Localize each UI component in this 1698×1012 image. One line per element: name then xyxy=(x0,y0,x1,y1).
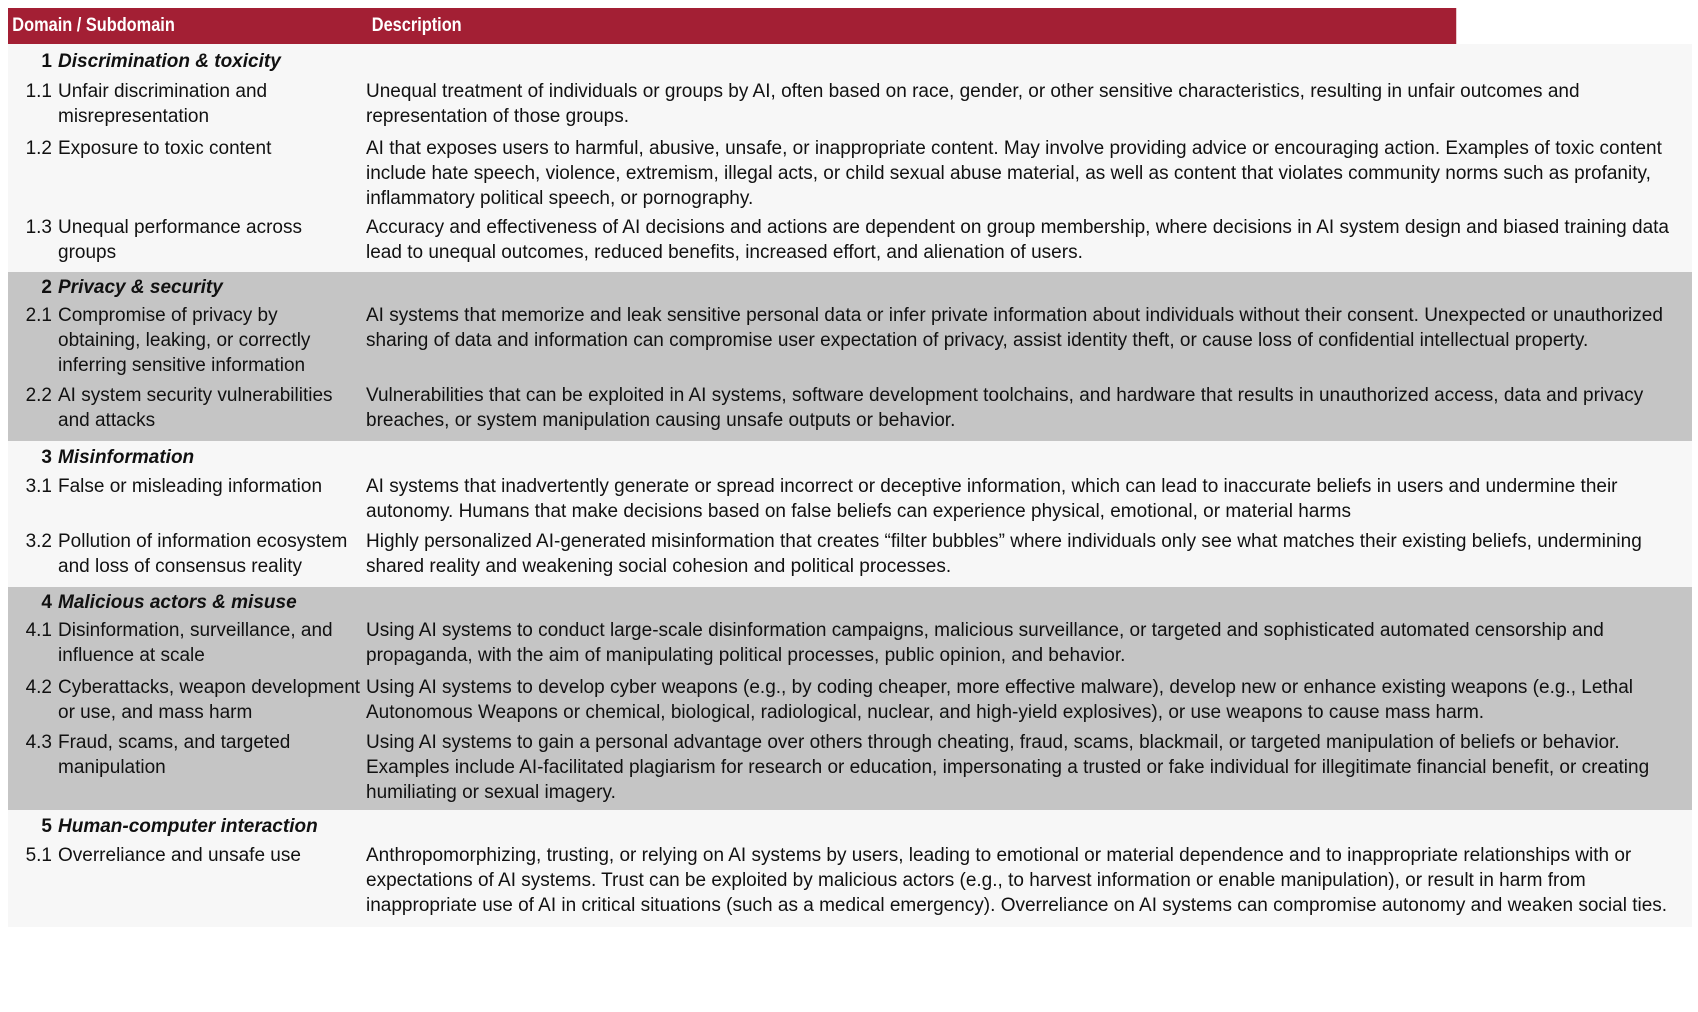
risk-taxonomy-table xyxy=(8,8,1692,927)
subdomain-row xyxy=(8,529,1692,587)
subdomain-name: AI system security vulnerabilities and attacks xyxy=(58,385,333,431)
subdomain-row xyxy=(8,79,1692,136)
subdomain-name: Exposure to toxic content xyxy=(58,138,272,159)
header-description: Description xyxy=(371,15,462,36)
subdomain-row xyxy=(8,303,1692,383)
subdomain-name: Overreliance and unsafe use xyxy=(58,845,301,866)
subdomain-description: Using AI systems to gain a personal advantage over others through cheating, fraud, scams, blackmail, or targeted manipulation of beliefs or behavior. Examples include AI-facilitated plagiarism for research or education, impersonating a trusted or fake individual for illegitimate financial benefit, or creating humiliating or sexual imagery. xyxy=(366,732,1650,803)
subdomain-row xyxy=(8,730,1692,810)
subdomain-description: Using AI systems to conduct large-scale disinformation campaigns, malicious surveillance, or targeted and sophisticated automated censorship and propaganda, with the aim of manipulating political processes, public opinion, and behavior. xyxy=(366,620,1604,666)
domain-section xyxy=(8,44,1692,272)
subdomain-number: 5.1 xyxy=(25,845,52,866)
subdomain-description: Accuracy and effectiveness of AI decisions and actions are dependent on group membership, where decisions in AI system design and biased training data lead to unequal outcomes, reduced benefits, increased effort, and alienation of users. xyxy=(366,217,1669,263)
subdomain-row xyxy=(8,474,1692,529)
subdomain-number: 1.3 xyxy=(25,217,52,238)
domain-row xyxy=(8,810,1692,843)
domain-number: 5 xyxy=(41,815,52,837)
subdomain-number: 2.1 xyxy=(25,305,52,326)
subdomain-row xyxy=(8,215,1692,272)
subdomain-number: 2.2 xyxy=(25,385,52,406)
subdomain-row xyxy=(8,383,1692,441)
header-domain-subdomain: Domain / Subdomain xyxy=(12,15,175,36)
subdomain-row xyxy=(8,136,1692,215)
subdomain-description: Using AI systems to develop cyber weapons (e.g., by coding cheaper, more effective malware), develop new or enhance existing weapons (e.g., Lethal Autonomous Weapons or chemical, biological, radiological, nuclear, and high-yield explosives), or use weapons to cause mass harm. xyxy=(366,677,1634,723)
subdomain-description: AI that exposes users to harmful, abusive, unsafe, or inappropriate content. May involve providing advice or encouraging action. Examples of toxic content include hate speech, violence, extremism, illegal acts, or child sexual abuse material, as well as content that violates community norms such as profanity, inflammatory political speech, or pornography. xyxy=(366,138,1662,209)
subdomain-number: 3.2 xyxy=(25,531,52,552)
subdomain-number: 1.1 xyxy=(25,81,52,102)
subdomain-row xyxy=(8,618,1692,675)
subdomain-name: Fraud, scams, and targeted manipulation xyxy=(58,732,291,778)
subdomain-row xyxy=(8,675,1692,730)
domain-row xyxy=(8,441,1692,474)
domain-number: 1 xyxy=(41,50,52,72)
subdomain-name: Unfair discrimination and misrepresentation xyxy=(58,81,268,127)
subdomain-name: Pollution of information ecosystem and loss of consensus reality xyxy=(58,531,348,577)
domain-row xyxy=(8,272,1692,303)
domain-number: 3 xyxy=(41,446,52,468)
subdomain-number: 4.1 xyxy=(25,620,52,641)
subdomain-row xyxy=(8,843,1692,927)
domain-section xyxy=(8,810,1692,927)
domain-row xyxy=(8,44,1692,79)
domain-title: Misinformation xyxy=(58,446,195,468)
domain-title: Privacy & security xyxy=(58,276,223,298)
table-body xyxy=(8,44,1692,927)
subdomain-number: 1.2 xyxy=(25,138,52,159)
subdomain-description: Anthropomorphizing, trusting, or relying on AI systems by users, leading to emotional or material dependence and to inappropriate relationships with or expectations of AI systems. Trust can be exploited by malicious actors (e.g., to harvest information or enable manipulation), or result in harm from inappropriate use of AI in critical situations (such as a medical emergency). Overreliance on AI systems can compromise autonomy and weaken social ties. xyxy=(366,845,1668,916)
domain-title: Discrimination & toxicity xyxy=(58,50,281,72)
domain-number: 4 xyxy=(41,591,52,613)
subdomain-description: Vulnerabilities that can be exploited in AI systems, software development toolchains, and hardware that results in unauthorized access, data and privacy breaches, or system manipulation causing unsafe outputs or behavior. xyxy=(366,385,1644,431)
subdomain-number: 3.1 xyxy=(25,476,52,497)
domain-section xyxy=(8,272,1692,441)
subdomain-name: Cyberattacks, weapon development or use, and mass harm xyxy=(58,677,361,723)
subdomain-name: False or misleading information xyxy=(58,476,323,497)
domain-number: 2 xyxy=(41,276,52,298)
subdomain-name: Disinformation, surveillance, and influence at scale xyxy=(58,620,333,666)
subdomain-number: 4.3 xyxy=(25,732,52,753)
table-header xyxy=(8,8,1456,44)
subdomain-description: Unequal treatment of individuals or groups by AI, often based on race, gender, or other sensitive characteristics, resulting in unfair outcomes and representation of those groups. xyxy=(366,81,1580,127)
subdomain-description: Highly personalized AI-generated misinformation that creates “filter bubbles” where individuals only see what matches their existing beliefs, undermining shared reality and weakening social cohesion and political processes. xyxy=(366,531,1642,577)
domain-title: Malicious actors & misuse xyxy=(58,591,297,613)
subdomain-name: Unequal performance across groups xyxy=(58,217,302,263)
subdomain-description: AI systems that inadvertently generate or spread incorrect or deceptive information, which can lead to inaccurate beliefs in users and undermine their autonomy. Humans that make decisions based on false beliefs can experience physical, emotional, or material harms xyxy=(366,476,1618,522)
domain-section xyxy=(8,441,1692,587)
domain-title: Human-computer interaction xyxy=(58,815,318,837)
domain-section xyxy=(8,587,1692,810)
subdomain-number: 4.2 xyxy=(25,677,52,698)
domain-row xyxy=(8,587,1692,618)
subdomain-name: Compromise of privacy by obtaining, leaking, or correctly inferring sensitive information xyxy=(58,305,311,376)
subdomain-description: AI systems that memorize and leak sensitive personal data or infer private information about individuals without their consent. Unexpected or unauthorized sharing of data and information can compromise user expectation of privacy, assist identity theft, or cause loss of confidential intellectual property. xyxy=(366,305,1663,351)
